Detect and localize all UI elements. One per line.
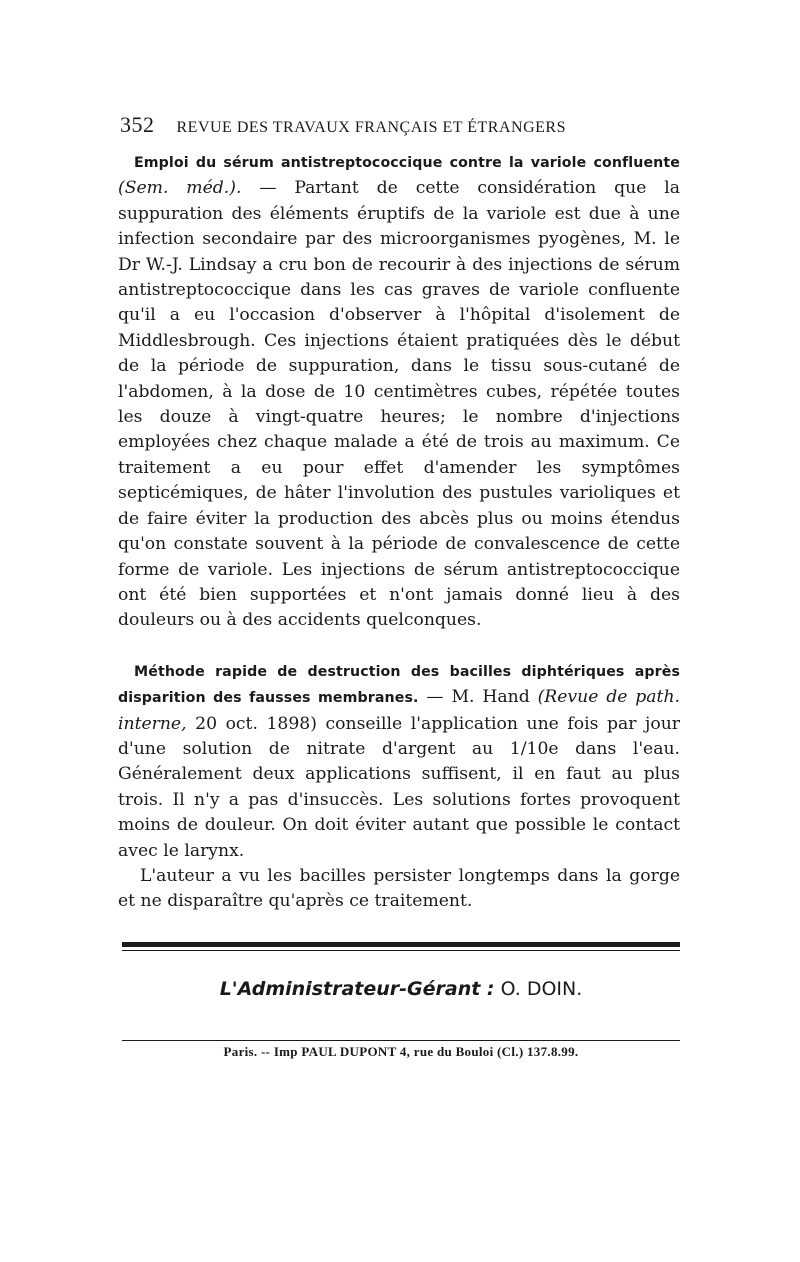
- article-1-title: Emploi du sérum antistreptococcique contre la variole confluente: [134, 155, 680, 171]
- double-rule-thick: [122, 942, 680, 947]
- page-number: 352: [120, 112, 155, 137]
- double-rule-thin: [122, 950, 680, 951]
- article-1-source: (Sem. méd.).: [118, 178, 242, 199]
- signature-label: L'Administrateur-Gérant :: [219, 978, 495, 1000]
- signature-name: O. DOIN.: [494, 978, 583, 1000]
- article-2-text: conseille l'application une fois par jour d'une solution de nitrate d'argent au 1/10e dans l'eau. Généralement deux applications suffisent, il en faut au plus trois. Il n'y a pas d'insuccès. Les solutions fortes provoquent moins de douleur. On doit éviter autant que possible le contact avec le larynx.: [118, 713, 680, 861]
- signature: [122, 978, 680, 1000]
- running-title: REVUE DES TRAVAUX FRANÇAIS ET ÉTRANGERS: [176, 119, 566, 136]
- printer-imprint: Paris. -- Imp PAUL DUPONT 4, rue du Bouloi (Cl.) 137.8.99.: [223, 1044, 579, 1059]
- imprint-rule: [122, 1040, 680, 1041]
- article-2-source: (Revue de path. interne,: [118, 687, 680, 734]
- article-2-paragraph: [118, 659, 680, 864]
- article-2-date: 20 oct. 1898): [186, 713, 317, 734]
- article-1-text: — Partant de cette considération que la suppuration des éléments éruptifs de la variole est due à une infection secondaire par des microorganismes pyogènes, M. le Dr W.-J. Lindsay a cru bon de recourir à des injections de sérum antistreptococcique dans les cas graves de variole confluente qu'il a eu l'occasion d'observer à l'hôpital d'isolement de Middlesbrough. Ces injections étaient pratiquées dès le début de la période de suppuration, dans le tissu sous-cutané de l'abdomen, à la dose de 10 centimètres cubes, répétée toutes les douze à vingt-quatre heures; le nombre d'injections employées chez chaque malade a été de trois au maximum. Ce traitement a eu pour effet d'amender les symptômes septicémiques, de hâter l'involution des pustules varioliques et de faire éviter la production des abcès plus ou moins étendus qu'on constate souvent à la période de convalescence de cette forme de variole. Les injections de sérum antistreptococcique ont été bien supportées et n'ont jamais donné lieu à des douleurs ou à des accidents quelconques.: [118, 178, 680, 631]
- article-2-title: Méthode rapide de destruction des bacilles diphtériques après disparition des fausses membranes.: [118, 663, 680, 707]
- article-2-intro: — M. Hand: [418, 687, 538, 708]
- article-1-paragraph: [118, 150, 680, 634]
- running-header: [120, 112, 680, 138]
- article-body: [118, 150, 680, 915]
- article-2-paragraph-2: L'auteur a vu les bacilles persister longtemps dans la gorge et ne disparaître qu'après ce traitement.: [118, 865, 680, 912]
